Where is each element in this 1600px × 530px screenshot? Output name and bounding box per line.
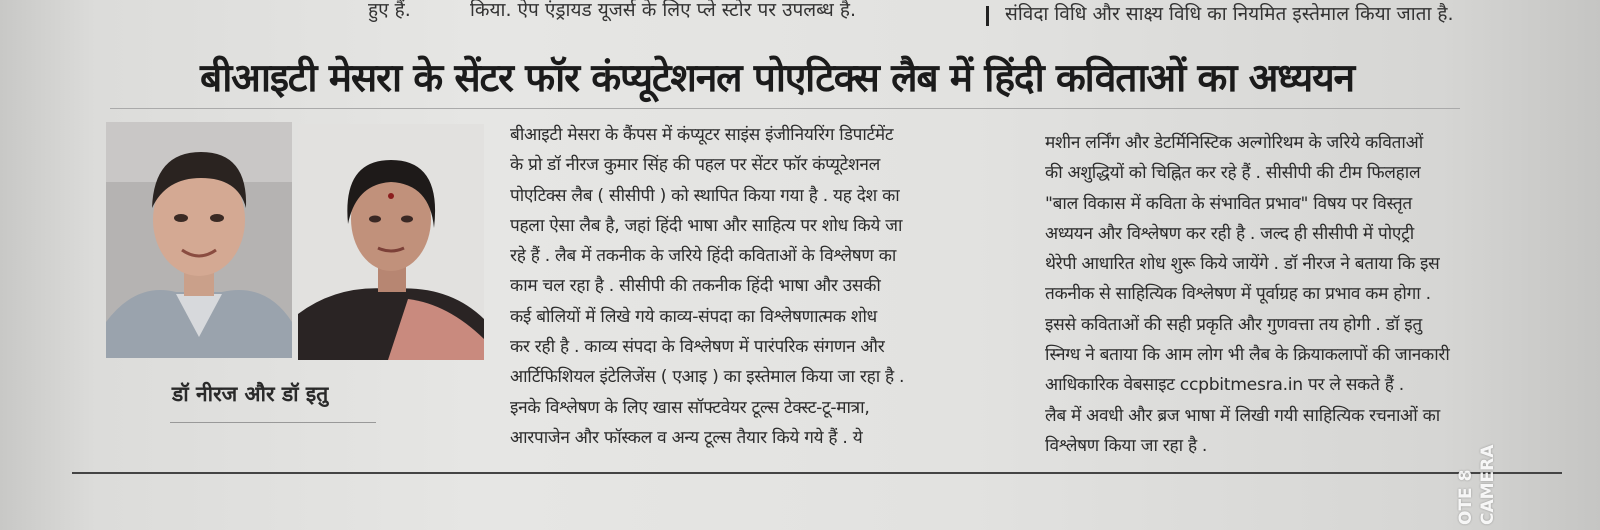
column-divider (986, 6, 989, 26)
portrait-man-image (106, 122, 292, 358)
column-1-line: बीआइटी मेसरा के कैंपस में कंप्यूटर साइंस इंजीनियरिंग डिपार्टमेंट (510, 125, 894, 145)
column-2-line: स्निग्ध ने बताया कि आम लोग भी लैब के क्रियाकलापों की जानकारी (1045, 345, 1450, 366)
column-2-line: मशीन लर्निंग और डेटर्मिनिस्टिक अल्गोरिथम के जरिये कविताओं (1045, 133, 1423, 153)
column-1-line: कई बोलियों में लिखे गये काव्य-संपदा का विश्लेषणात्मक शोध (510, 306, 877, 327)
article-column-2 (1045, 128, 1475, 461)
top-fragment-left: हुए हैं. (368, 0, 411, 21)
column-2-line: तकनीक से साहित्यिक विश्लेषण में पूर्वाग्रह का प्रभाव कम होगा . (1045, 284, 1431, 305)
article-column-1 (510, 120, 1010, 453)
column-1-line: कर रही है . काव्य संपदा के विश्लेषण में पारंपरिक संगणन और (510, 337, 885, 358)
column-1-line: इनके विश्लेषण के लिए खास सॉफ्टवेयर टूल्स टेक्स्ट-टू-मात्रा, (510, 397, 870, 418)
photo-dr-itu (298, 124, 484, 360)
caption-rule (170, 422, 376, 423)
top-fragment-middle: किया. ऐप एंड्रायड यूजर्स के लिए प्ले स्टोर पर उपलब्ध है. (470, 0, 856, 21)
camera-watermark: OTE 8 CAMERA (1456, 444, 1498, 525)
photo-caption: डॉ नीरज और डॉ इतु (172, 382, 329, 406)
column-1-line: काम चल रहा है . सीसीपी की तकनीक हिंदी भाषा और उसकी (510, 276, 881, 297)
column-2-line: आधिकारिक वेबसाइट ccpbitmesra.in पर ले सकते हैं . (1045, 375, 1404, 396)
portrait-woman-image (298, 124, 484, 360)
column-2-line: थेरेपी आधारित शोध शुरू किये जायेंगे . डॉ नीरज ने बताया कि इस (1045, 254, 1440, 275)
column-1-line: आर्टिफिशियल इंटेलिजेंस ( एआइ ) का इस्तेमाल किया जा रहा है . (510, 367, 905, 388)
column-2-line: विश्लेषण किया जा रहा है . (1045, 435, 1208, 456)
photo-dr-neeraj (106, 122, 292, 358)
column-2-line: लैब में अवधी और ब्रज भाषा में लिखी गयी साहित्यिक रचनाओं का (1045, 405, 1440, 426)
column-1-line: के प्रो डॉ नीरज कुमार सिंह की पहल पर सेंटर फॉर कंप्यूटेशनल (510, 155, 881, 176)
bottom-rule (72, 472, 1562, 474)
column-1-line: पहला ऐसा लैब है, जहां हिंदी भाषा और साहित्य पर शोध किये जा (510, 215, 903, 236)
column-2-line: की अशुद्धियों को चिह्नित कर रहे हैं . सीसीपी की टीम फिलहाल (1045, 163, 1421, 184)
column-2-line: अध्ययन और विश्लेषण कर रही है . जल्द ही सीसीपी में पोएट्री (1045, 223, 1414, 244)
previous-article-strip (0, 0, 1600, 34)
top-fragment-right: संविदा विधि और साक्ष्य विधि का नियमित इस्तेमाल किया जाता है. (1005, 3, 1454, 25)
column-1-line: पोएटिक्स लैब ( सीसीपी ) को स्थापित किया गया है . यह देश का (510, 185, 900, 206)
headline-rule (110, 108, 1460, 109)
column-2-line: "बाल विकास में कविता के संभावित प्रभाव" विषय पर विस्तृत (1045, 193, 1412, 214)
column-2-line: इससे कविताओं की सही प्रकृति और गुणवत्ता तय होगी . डॉ इतु (1045, 314, 1422, 335)
column-1-line: रहे हैं . लैब में तकनीक के जरिये हिंदी कविताओं के विश्लेषण का (510, 246, 897, 267)
column-1-line: आरपाजेन और फॉस्कल व अन्य टूल्स तैयार किये गये हैं . ये (510, 427, 863, 448)
article-headline: बीआइटी मेसरा के सेंटर फॉर कंप्यूटेशनल पोएटिक्स लैब में हिंदी कविताओं का अध्ययन (200, 56, 1354, 101)
